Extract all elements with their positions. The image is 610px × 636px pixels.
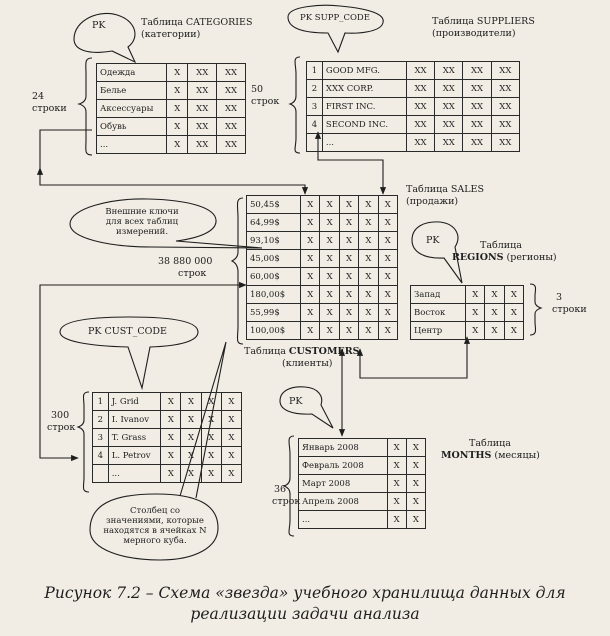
sales-cell: X [301,196,320,214]
customers-row [93,447,242,465]
suppliers-cell: XX [491,116,519,134]
customers-cell: X [161,429,181,447]
figure-caption-line1: Рисунок 7.2 – Схема «звезда» учебного хранилища данных для [44,584,566,602]
categories-cell: XX [188,82,217,100]
customers-cell: X [181,447,201,465]
categories-cell: X [167,118,188,136]
regions-table [410,285,524,340]
categories-row [97,118,246,136]
figure-caption-line2: реализации задачи анализа [190,605,420,623]
regions-cell: X [466,322,485,340]
regions-name-line [452,252,557,263]
sales-cell: 93,10$ [247,232,301,250]
regions-name-suffix: (регионы) [506,252,557,263]
categories-subtitle: (категории) [141,29,201,40]
categories-cell: XX [217,64,246,82]
sales-row [247,232,398,250]
months-cell: X [406,457,425,475]
suppliers-cell: XX [435,134,463,152]
customers-cell: X [201,447,221,465]
months-row-count: 36 [274,484,287,495]
customers-cell: 4 [93,447,109,465]
suppliers-cell: SECOND INC. [322,116,406,134]
categories-pk-label: PK [92,20,106,31]
regions-cell: X [485,286,504,304]
sales-cell: X [359,322,378,340]
categories-cell: XX [217,100,246,118]
customers-cell: ... [108,465,161,483]
suppliers-cell: 1 [307,62,323,80]
customers-cell: 3 [93,429,109,447]
categories-cell: XX [217,82,246,100]
sales-cell: 45,00$ [247,250,301,268]
customers-cell: X [221,393,241,411]
customers-name: CUSTOMERS [288,346,360,357]
sales-cell: X [301,250,320,268]
sales-cell: X [378,250,397,268]
suppliers-row [307,80,520,98]
sales-cell: X [359,268,378,286]
categories-cell: XX [217,118,246,136]
sales-cell: 100,00$ [247,322,301,340]
customers-cell: X [181,411,201,429]
customers-cell: X [221,411,241,429]
sales-cell: X [378,322,397,340]
regions-cell: X [485,304,504,322]
customers-cell: X [161,447,181,465]
regions-row [411,322,524,340]
months-row [299,493,426,511]
customers-title-line [244,346,359,357]
categories-right-unit: строк [251,96,280,107]
sales-row [247,196,398,214]
categories-cell: Аксессуары [97,100,167,118]
regions-cell: X [504,304,523,322]
regions-title: Таблица [480,240,522,251]
sales-cell: X [339,322,358,340]
customers-table [92,392,242,483]
customers-row-unit: строк [47,422,76,433]
months-name: MONTHS [441,450,492,461]
months-table [298,438,426,529]
customers-cell: L. Petrov [108,447,161,465]
regions-cell: X [485,322,504,340]
suppliers-cell: XX [406,116,434,134]
customers-subtitle: (клиенты) [282,358,333,369]
suppliers-cell: 2 [307,80,323,98]
sales-cell: X [339,268,358,286]
measure-column-note: Столбец со значениями, которые находятся в ячейках N мерного куба. [103,506,207,546]
sales-cell: X [359,304,378,322]
categories-row [97,136,246,154]
regions-row-unit: строки [552,304,587,315]
months-cell: Март 2008 [299,475,388,493]
customers-title-prefix: Таблица [244,346,286,357]
fk-arrow-regions [360,337,467,378]
categories-cell: XX [188,64,217,82]
customers-cell: X [161,411,181,429]
suppliers-cell: XX [463,62,491,80]
suppliers-cell: XX [463,98,491,116]
customers-row-brace [78,392,89,492]
customers-cell: X [181,465,201,483]
categories-row-unit: строки [32,103,67,114]
regions-cell: X [466,286,485,304]
customers-cell: X [221,465,241,483]
categories-cell: X [167,136,188,154]
suppliers-cell: XX [491,80,519,98]
sales-cell: X [301,268,320,286]
months-row-unit: строк [272,496,301,507]
months-cell: Апрель 2008 [299,493,388,511]
suppliers-cell: XXX CORP. [322,80,406,98]
months-name-line [441,450,540,461]
suppliers-cell: XX [435,62,463,80]
sales-cell: X [378,286,397,304]
sales-cell: X [378,214,397,232]
suppliers-cell: XX [406,62,434,80]
suppliers-cell: XX [491,134,519,152]
categories-cell: XX [217,136,246,154]
categories-cell: Одежда [97,64,167,82]
sales-cell: X [339,232,358,250]
sales-subtitle: (продажи) [406,196,459,207]
suppliers-cell [307,134,323,152]
sales-cell: X [320,196,339,214]
sales-cell: 60,00$ [247,268,301,286]
sales-cell: X [359,232,378,250]
months-pk-bubble [280,387,333,428]
sales-row-unit: строк [178,268,207,279]
suppliers-cell: XX [463,134,491,152]
customers-pk-label: PK CUST_CODE [88,326,167,337]
sales-cell: X [378,232,397,250]
categories-cell: X [167,82,188,100]
regions-row-count: 3 [556,292,563,303]
customers-cell: X [221,429,241,447]
sales-cell: X [378,268,397,286]
suppliers-cell: XX [406,98,434,116]
sales-cell: X [301,322,320,340]
suppliers-cell: 3 [307,98,323,116]
suppliers-row [307,98,520,116]
months-row [299,475,426,493]
months-cell: X [406,511,425,529]
categories-title: Таблица CATEGORIES [141,17,253,28]
suppliers-cell: XX [463,116,491,134]
regions-cell: Восток [411,304,466,322]
sales-cell: X [320,322,339,340]
suppliers-cell: XX [435,116,463,134]
regions-cell: Центр [411,322,466,340]
months-row [299,511,426,529]
sales-cell: X [359,286,378,304]
sales-cell: X [320,232,339,250]
sales-cell: X [339,286,358,304]
months-pk-label: PK [289,396,303,407]
categories-cell: XX [188,100,217,118]
customers-cell: X [201,393,221,411]
suppliers-cell: XX [435,80,463,98]
regions-cell: X [504,286,523,304]
regions-cell: X [466,304,485,322]
sales-cell: X [320,286,339,304]
months-name-suffix: (месяцы) [494,450,540,461]
customers-cell: X [181,393,201,411]
months-cell: X [406,493,425,511]
customers-cell: 1 [93,393,109,411]
customers-row [93,393,242,411]
categories-cell: XX [188,136,217,154]
regions-row [411,286,524,304]
customers-cell: X [181,429,201,447]
sales-cell: X [339,250,358,268]
sales-title: Таблица SALES [406,184,484,195]
months-cell: ... [299,511,388,529]
sales-table [246,195,398,340]
suppliers-cell: GOOD MFG. [322,62,406,80]
sales-row [247,322,398,340]
fk-arrow-categories [40,168,305,194]
sales-row [247,214,398,232]
customers-cell: X [161,393,181,411]
months-row [299,457,426,475]
regions-name: REGIONS [452,252,504,263]
months-title: Таблица [469,438,511,449]
months-row [299,439,426,457]
customers-cell: X [201,465,221,483]
sales-cell: X [320,214,339,232]
customers-row [93,429,242,447]
sales-row-brace [232,198,243,344]
sales-cell: X [359,214,378,232]
sales-cell: X [339,196,358,214]
months-cell: X [387,475,406,493]
sales-row [247,268,398,286]
sales-cell: X [301,232,320,250]
sales-cell: 64,99$ [247,214,301,232]
customers-row [93,411,242,429]
regions-row [411,304,524,322]
months-cell: X [406,475,425,493]
sales-cell: X [301,214,320,232]
suppliers-row [307,134,520,152]
sales-cell: X [359,250,378,268]
regions-pk-label: PK [426,235,440,246]
sales-row [247,286,398,304]
months-cell: Февраль 2008 [299,457,388,475]
customers-cell: X [201,411,221,429]
customers-cell: X [161,465,181,483]
sales-cell: X [320,250,339,268]
sales-cell: X [378,196,397,214]
categories-row [97,64,246,82]
sales-row [247,304,398,322]
customers-cell: 2 [93,411,109,429]
months-cell: X [387,439,406,457]
regions-cell: X [504,322,523,340]
sales-cell: X [320,304,339,322]
sales-cell: X [301,304,320,322]
categories-row-count: 24 [32,91,45,102]
suppliers-pk-label: PK SUPP_CODE [300,13,370,23]
customers-cell: J. Grid [108,393,161,411]
suppliers-cell: XX [463,80,491,98]
months-cell: X [387,511,406,529]
customers-cell: X [201,429,221,447]
categories-cell: X [167,64,188,82]
customers-row-count: 300 [51,410,70,421]
sales-row-count: 38 880 000 [158,256,213,267]
months-cell: X [387,457,406,475]
suppliers-cell: 4 [307,116,323,134]
sales-cell: X [339,304,358,322]
sales-cell: 50,45$ [247,196,301,214]
categories-cell: X [167,100,188,118]
categories-row [97,100,246,118]
suppliers-table [306,61,520,152]
sales-row [247,250,398,268]
categories-row-brace [79,58,92,155]
customers-cell: X [221,447,241,465]
months-cell: X [387,493,406,511]
sales-cell: X [378,304,397,322]
suppliers-title: Таблица SUPPLIERS [432,16,535,27]
months-cell: X [406,439,425,457]
categories-cell: Обувь [97,118,167,136]
categories-right-count: 50 [251,84,264,95]
categories-cell: Белье [97,82,167,100]
suppliers-cell: ... [322,134,406,152]
suppliers-subtitle: (производители) [432,28,516,39]
suppliers-cell: XX [435,98,463,116]
suppliers-row-brace [290,57,300,153]
suppliers-cell: FIRST INC. [322,98,406,116]
suppliers-cell: XX [491,62,519,80]
suppliers-row [307,62,520,80]
categories-cell: ... [97,136,167,154]
sales-cell: 180,00$ [247,286,301,304]
categories-cell: XX [188,118,217,136]
suppliers-cell: XX [491,98,519,116]
suppliers-cell: XX [406,134,434,152]
sales-cell: X [320,268,339,286]
customers-cell: T. Grass [108,429,161,447]
customers-cell [93,465,109,483]
sales-cell: X [301,286,320,304]
suppliers-cell: XX [406,80,434,98]
regions-row-brace [530,284,541,335]
sales-cell: X [339,214,358,232]
suppliers-row [307,116,520,134]
customers-cell: I. Ivanov [108,411,161,429]
sales-cell: X [359,196,378,214]
months-cell: Январь 2008 [299,439,388,457]
sales-foreign-keys-note: Внешние ключи для всех таблиц измерений. [105,207,179,237]
categories-table [96,63,246,154]
categories-row [97,82,246,100]
regions-cell: Запад [411,286,466,304]
sales-cell: 55,99$ [247,304,301,322]
customers-row [93,465,242,483]
